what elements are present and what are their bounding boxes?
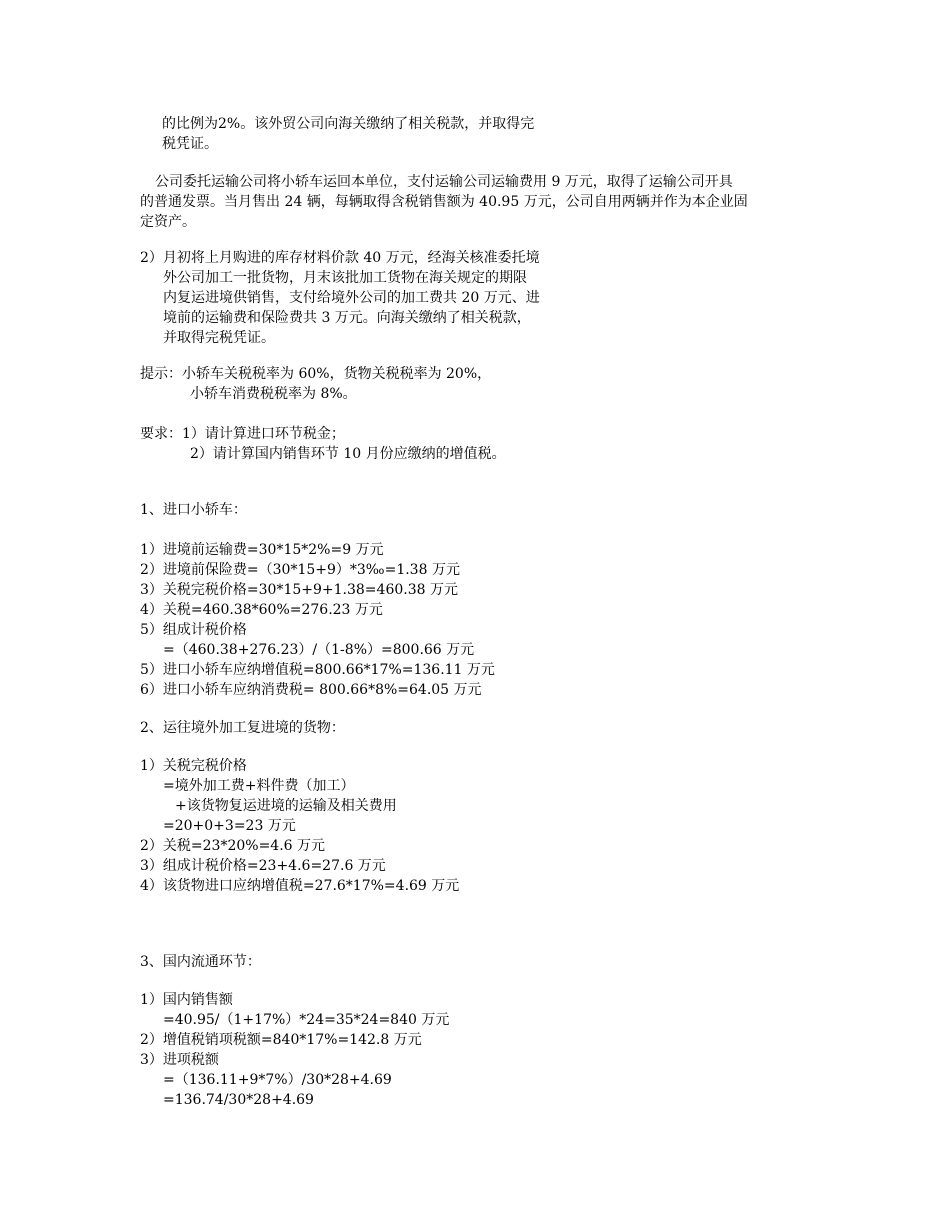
section-1-step-7: 6）进口小轿车应纳消费税= 800.66*8%=64.05 万元 [140,682,482,698]
intro-line-1: 的比例为2%。该外贸公司向海关缴纳了相关税款，并取得完 [162,116,535,132]
section-2-step-1-formula-2: +该货物复运进境的运输及相关费用 [175,798,397,814]
section-3-step-3-formula-2: =136.74/30*28+4.69 [163,1092,314,1108]
section-1-step-5-formula: =（460.38+276.23）/（1-8%）=800.66 万元 [163,642,475,658]
requirement-line-2: 2）请计算国内销售环节 10 月份应缴纳的增值税。 [190,446,506,462]
section-1-step-6: 5）进口小轿车应纳增值税=800.66*17%=136.11 万元 [140,662,495,678]
section-3-step-3: 3）进项税额 [140,1052,219,1068]
item-2-line-1: 2）月初将上月购进的库存材料价款 40 万元，经海关核准委托境 [140,250,540,266]
intro-paragraph-line-2: 的普通发票。当月售出 24 辆，每辆取得含税销售额为 40.95 万元，公司自用两辆并作为本企业固 [140,194,748,210]
item-2-line-3: 内复运进境供销售，支付给境外公司的加工费共 20 万元、进 [163,290,540,306]
section-3-step-3-formula-1: =（136.11+9*7%）/30*28+4.69 [163,1072,392,1088]
item-2-line-4: 境前的运输费和保险费共 3 万元。向海关缴纳了相关税款， [163,310,531,326]
section-2-step-1-formula-1: =境外加工费+料件费（加工） [163,778,355,794]
intro-paragraph-line-1: 公司委托运输公司将小轿车运回本单位，支付运输公司运输费用 9 万元，取得了运输公司开具 [155,174,733,190]
intro-line-2: 税凭证。 [162,136,218,152]
section-1-step-3: 3）关税完税价格=30*15+9+1.38=460.38 万元 [140,582,458,598]
section-2-step-2: 2）关税=23*20%=4.6 万元 [140,838,326,854]
section-1-step-2: 2）进境前保险费=（30*15+9）*3‰=1.38 万元 [140,562,460,578]
section-1-step-4: 4）关税=460.38*60%=276.23 万元 [140,602,383,618]
section-2-step-1-formula-3: =20+0+3=23 万元 [163,818,296,834]
requirement-line-1: 要求：1）请计算进口环节税金； [140,426,345,442]
item-2-line-5: 并取得完税凭证。 [163,330,275,346]
section-2-step-3: 3）组成计税价格=23+4.6=27.6 万元 [140,858,386,874]
section-1-step-1: 1）进境前运输费=30*15*2%=9 万元 [140,542,384,558]
section-1-step-5: 5）组成计税价格 [140,622,247,638]
intro-paragraph-line-3: 定资产。 [140,214,196,230]
section-3-step-2: 2）增值税销项税额=840*17%=142.8 万元 [140,1032,422,1048]
section-1-title: 1、进口小轿车： [140,502,247,518]
section-2-title: 2、运往境外加工复进境的货物： [140,720,345,736]
section-2-step-1: 1）关税完税价格 [140,758,247,774]
section-2-step-4: 4）该货物进口应纳增值税=27.6*17%=4.69 万元 [140,878,460,894]
section-3-step-1-formula: =40.95/（1+17%）*24=35*24=840 万元 [163,1012,450,1028]
section-3-title: 3、国内流通环节： [140,954,261,970]
hint-line-2: 小轿车消费税税率为 8%。 [190,386,357,402]
hint-line-1: 提示：小轿车关税税率为 60%，货物关税税率为 20%， [140,366,492,382]
section-3-step-1: 1）国内销售额 [140,992,233,1008]
item-2-line-2: 外公司加工一批货物，月末该批加工货物在海关规定的期限 [163,270,527,286]
